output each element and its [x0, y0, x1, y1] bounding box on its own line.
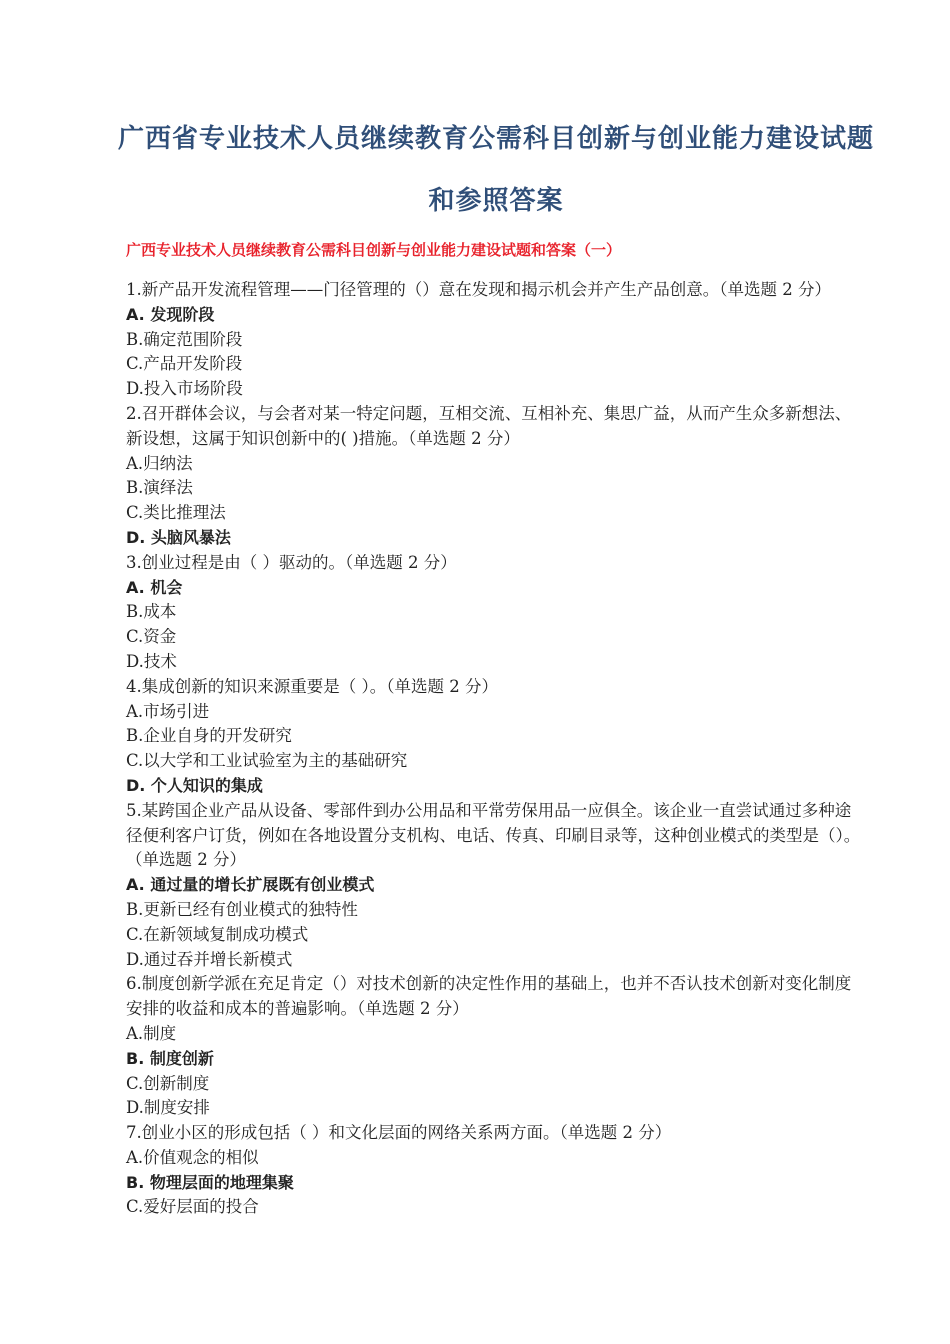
option-a: A.价值观念的相似: [126, 1147, 259, 1167]
question-text: 7.创业小区的形成包括（ ）和文化层面的网络关系两方面。（单选题 2 分）: [126, 1123, 672, 1143]
question-4: [126, 675, 866, 799]
question-text: 2.召开群体会议，与会者对某一特定问题，互相交流、互相补充、集思广益，从而产生众多新想法、新设想，这属于知识创新中的( )措施。（单选题 2 分）: [126, 403, 852, 448]
document-subtitle: 广西专业技术人员继续教育公需科目创新与创业能力建设试题和答案（一）: [126, 241, 622, 259]
option-b-correct: B. 物理层面的地理集聚: [126, 1172, 294, 1192]
option-d-correct: D. 头脑风暴法: [126, 527, 231, 547]
option-c: C.产品开发阶段: [126, 354, 243, 374]
option-a-correct: A. 机会: [126, 577, 183, 597]
option-d: D.制度安排: [126, 1098, 210, 1118]
option-d: D.通过吞并增长新模式: [126, 949, 293, 969]
question-text: 6.制度创新学派在充足肯定（）对技术创新的决定性作用的基础上，也并不否认技术创新对变化制度安排的收益和成本的普遍影响。（单选题 2 分）: [126, 974, 852, 1019]
question-3: [126, 551, 866, 675]
document-title: 广西省专业技术人员继续教育公需科目创新与创业能力建设试题和参照答案: [117, 124, 874, 216]
question-text: 4.集成创新的知识来源重要是（ ）。（单选题 2 分）: [126, 676, 498, 696]
option-a-correct: A. 通过量的增长扩展既有创业模式: [126, 875, 375, 895]
option-c: C.在新领域复制成功模式: [126, 924, 309, 944]
option-c: C.资金: [126, 627, 177, 647]
option-c: C.创新制度: [126, 1073, 210, 1093]
option-b: B.确定范围阶段: [126, 329, 243, 349]
option-b-correct: B. 制度创新: [126, 1048, 214, 1068]
question-7: [126, 1121, 866, 1220]
option-a: A.市场引进: [126, 701, 210, 721]
question-list: [126, 278, 866, 1220]
option-d-correct: D. 个人知识的集成: [126, 775, 263, 795]
question-text: 3.创业过程是由（ ）驱动的。（单选题 2 分）: [126, 552, 457, 572]
option-a: A.制度: [126, 1023, 177, 1043]
question-text: 1.新产品开发流程管理——门径管理的（）意在发现和揭示机会并产生产品创意。（单选题 2 分）: [126, 280, 831, 299]
question-2: [126, 402, 866, 551]
option-a-correct: A. 发现阶段: [126, 304, 215, 324]
option-b: B.成本: [126, 602, 177, 622]
option-c: C.爱好层面的投合: [126, 1197, 259, 1217]
question-5: [126, 799, 866, 973]
option-d: D.技术: [126, 651, 177, 671]
question-text: 5.某跨国企业产品从设备、零部件到办公用品和平常劳保用品一应俱全。该企业一直尝试通过多种途径便利客户订货，例如在各地设置分支机构、电话、传真、印刷目录等，这种创业模式的类型是（）。（单选题 2 分）: [126, 800, 861, 870]
option-b: B.更新已经有创业模式的独特性: [126, 899, 358, 919]
question-1: [126, 278, 866, 402]
question-6: [126, 972, 866, 1121]
option-c: C.类比推理法: [126, 503, 226, 523]
option-c: C.以大学和工业试验室为主的基础研究: [126, 751, 408, 771]
option-d: D.投入市场阶段: [126, 379, 243, 399]
option-a: A.归纳法: [126, 453, 193, 473]
option-b: B.企业自身的开发研究: [126, 726, 292, 746]
option-b: B.演绎法: [126, 478, 193, 498]
